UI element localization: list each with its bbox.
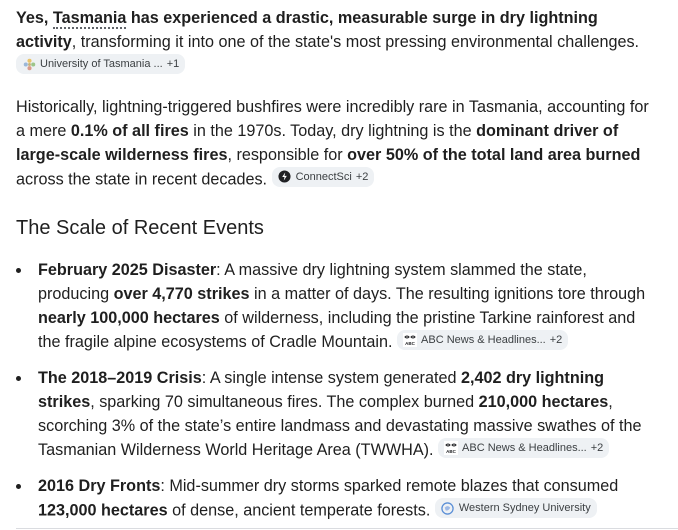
event-bold: 210,000 hectares: [478, 393, 609, 411]
event-text: : A massive dry lightning system slammed the state, producing: [38, 261, 587, 303]
chip-label: University of Tasmania ...: [40, 58, 163, 70]
connectsci-icon: [278, 170, 292, 184]
bullet-icon: [16, 484, 21, 489]
history-text-2: in the 1970s. Today, dry lightning is the: [188, 121, 477, 140]
list-item: [16, 258, 662, 354]
chip-label: Western Sydney University: [458, 502, 591, 514]
source-chip-connectsci[interactable]: [272, 167, 375, 187]
source-chip-abc[interactable]: [438, 438, 609, 458]
history-bold-1: 0.1% of all fires: [70, 121, 189, 140]
history-bold-2: dominant driver of large-scale wilderness fires: [16, 121, 619, 164]
flower-icon: [22, 57, 36, 71]
globe-icon: [441, 501, 455, 515]
abc-logo-icon: [403, 333, 417, 347]
chip-label: ABC News & Headlines...: [421, 334, 546, 346]
event-text: : A single intense system generated: [201, 369, 461, 387]
list-item: [16, 366, 662, 462]
source-chip-abc[interactable]: [397, 330, 568, 350]
divider: [16, 528, 678, 529]
chip-label: ABC News & Headlines...: [462, 442, 587, 454]
bullet-icon: [16, 268, 21, 273]
history-text-1: Historically, lightning-triggered bushfires were incredibly rare in Tasmania, accounting for a mere: [16, 97, 649, 140]
tasmania-link[interactable]: Tasmania: [52, 9, 127, 27]
event-text: of wilderness, including the pristine Tarkine rainforest and the fragile alpine ecosystems of Cradle Mountain.: [38, 309, 636, 351]
abc-logo-icon: [444, 441, 458, 455]
history-bold-3: over 50% of the total land area burned: [347, 145, 641, 164]
event-title: 2016 Dry Fronts: [38, 477, 161, 495]
source-chip-wsu[interactable]: [435, 498, 597, 518]
intro-rest: , transforming it into one of the state's most pressing environmental challenges.: [71, 33, 640, 51]
event-text: of dense, ancient temperate forests.: [167, 501, 431, 520]
event-text: in a matter of days. The resulting ignitions tore through: [249, 285, 646, 303]
event-title: February 2025 Disaster: [38, 261, 217, 279]
event-title: The 2018–2019 Crisis: [38, 369, 202, 387]
event-bold: over 4,770 strikes: [113, 285, 250, 303]
intro-paragraph: [16, 6, 662, 79]
section-heading: The Scale of Recent Events: [16, 217, 264, 239]
chip-extra: +2: [549, 334, 563, 346]
svg-text:ABC: ABC: [446, 449, 456, 454]
event-text: : Mid-summer dry storms sparked remote blazes that consumed: [160, 477, 619, 495]
list-item: [16, 474, 662, 523]
svg-text:ABC: ABC: [405, 341, 415, 346]
event-text: , sparking 70 simultaneous fires. The complex burned: [90, 393, 479, 411]
chip-extra: +2: [590, 442, 604, 454]
chip-extra: +2: [355, 170, 369, 183]
event-bold: 2,402 dry lightning strikes: [38, 369, 604, 411]
event-text: , scorching 3% of the state’s entire landmass and devastating massive swathes of the Tasmanian Wilderness World Heritage Area (TWWHA).: [38, 393, 642, 459]
history-paragraph: [16, 95, 662, 192]
events-list: [16, 258, 662, 523]
intro-yes: Yes,: [16, 9, 53, 27]
history-text-3: , responsible for: [227, 145, 348, 164]
history-text-4: across the state in recent decades.: [16, 170, 268, 188]
event-bold: 123,000 hectares: [38, 501, 168, 520]
event-bold: nearly 100,000 hectares: [38, 309, 220, 327]
intro-surge: has experienced a drastic, measurable surge in dry lightning activity: [16, 9, 598, 51]
bullet-icon: [16, 376, 21, 381]
chip-label: ConnectSci: [295, 170, 352, 183]
chip-extra: +1: [166, 58, 180, 70]
source-chip-utas[interactable]: [16, 54, 185, 74]
